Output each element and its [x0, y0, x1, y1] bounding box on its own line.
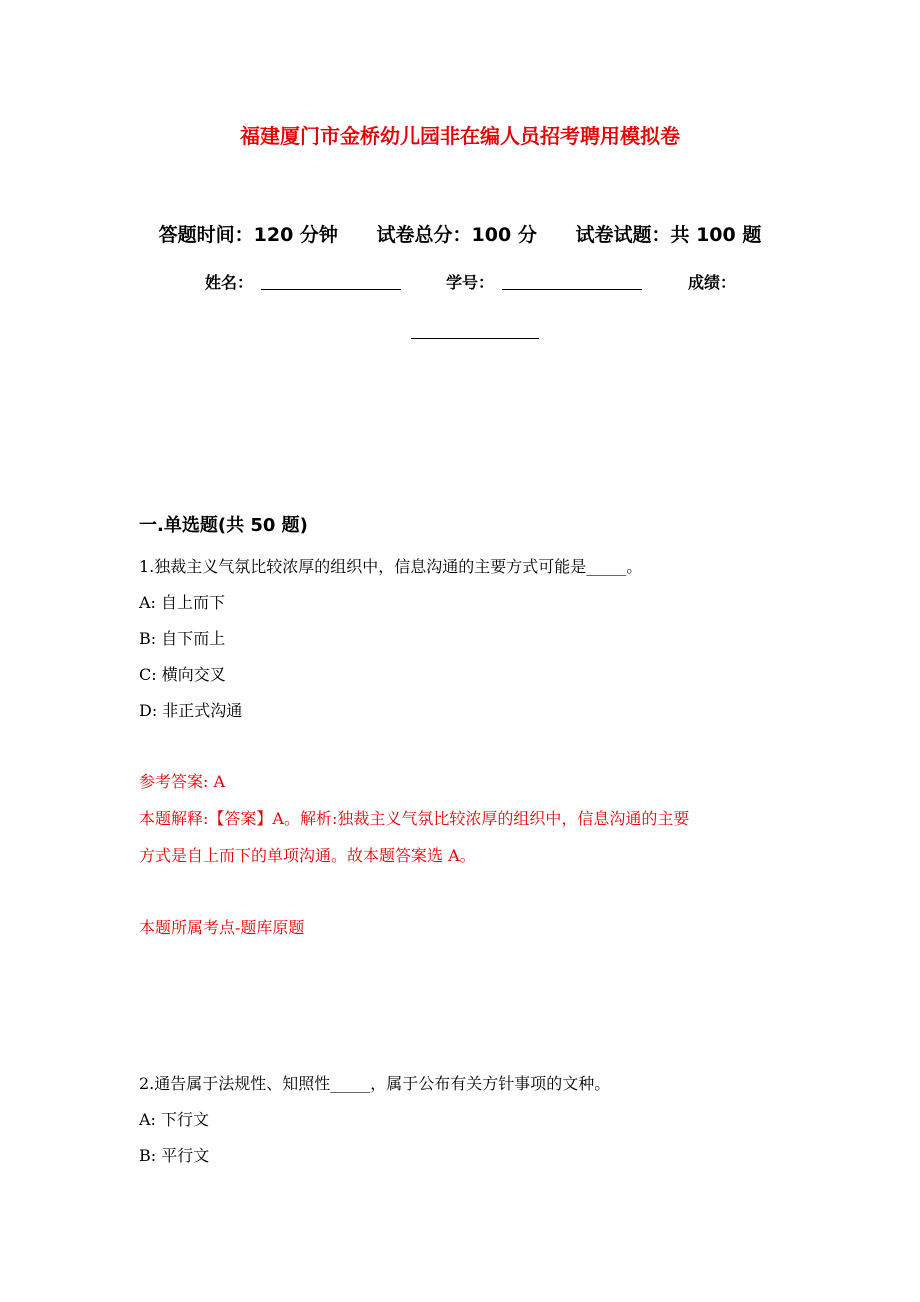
question-option: A: 自上而下: [139, 593, 226, 612]
exam-meta: [0, 220, 920, 247]
name-blank[interactable]: [261, 289, 401, 290]
id-blank[interactable]: [502, 289, 642, 290]
exam-time: 答题时间：120 分钟: [158, 224, 338, 246]
name-label: 姓名：: [205, 273, 254, 292]
section-title: 一.单选题(共 50 题): [139, 515, 308, 536]
score-label: 成绩：: [688, 273, 737, 292]
question-option: D: 非正式沟通: [139, 701, 243, 720]
page-title: 福建厦门市金桥幼儿园非在编人员招考聘用模拟卷: [240, 124, 680, 148]
explanation-line: 本题解释:【答案】A。解析:独裁主义气氛比较浓厚的组织中，信息沟通的主要: [139, 809, 690, 828]
explanation-line: 方式是自上而下的单项沟通。故本题答案选 A。: [139, 846, 476, 865]
reference-answer: 参考答案: A: [139, 772, 226, 791]
question-stem: 1.独裁主义气氛比较浓厚的组织中，信息沟通的主要方式可能是_____。: [139, 557, 643, 576]
question-option: B: 平行文: [139, 1146, 210, 1165]
exam-total-score: 试卷总分：100 分: [376, 224, 537, 246]
exam-question-count: 试卷试题：共 100 题: [575, 224, 762, 246]
question-option: C: 横向交叉: [139, 665, 226, 684]
question-option: B: 自下而上: [139, 629, 226, 648]
question-source: 本题所属考点-题库原题: [139, 918, 305, 937]
question-option: A: 下行文: [139, 1110, 210, 1129]
id-label: 学号：: [446, 273, 495, 292]
question-stem: 2.通告属于法规性、知照性_____，属于公布有关方针事项的文种。: [139, 1074, 611, 1093]
score-blank[interactable]: [411, 338, 539, 339]
